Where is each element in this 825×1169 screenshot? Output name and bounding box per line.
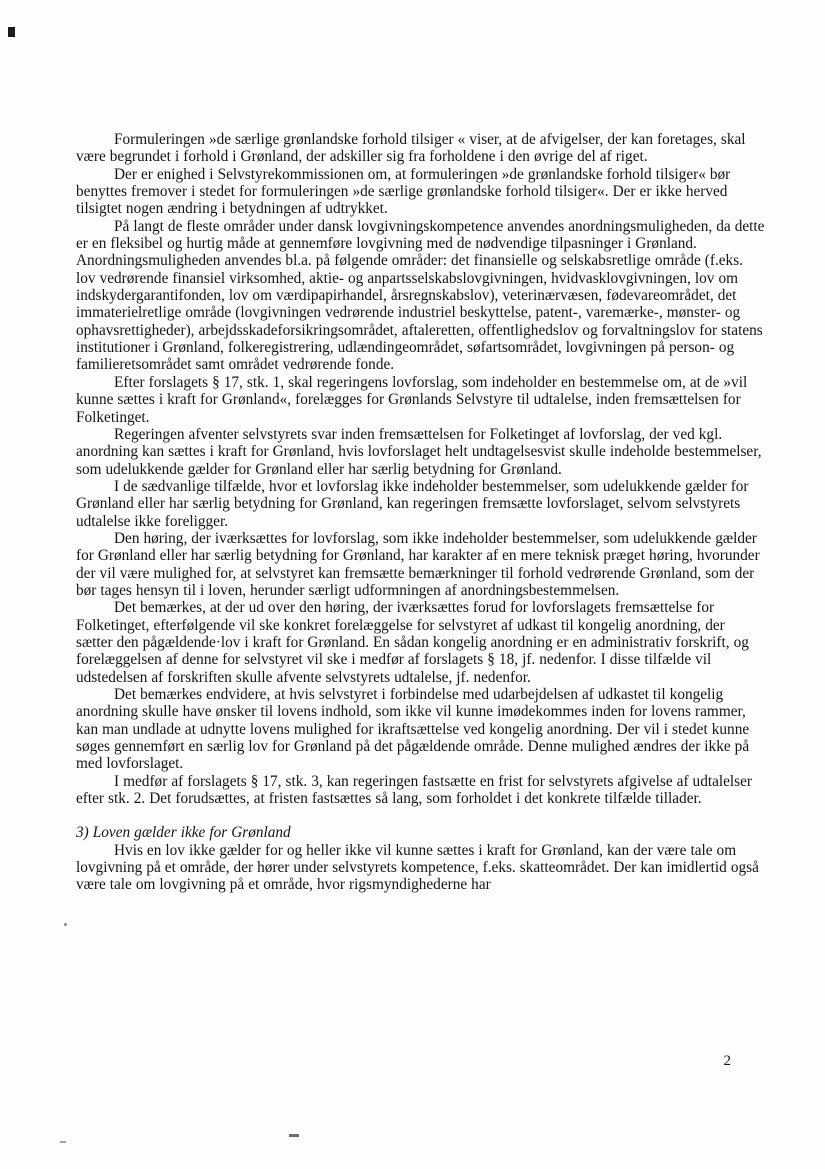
page-number: 2	[723, 1053, 731, 1069]
paragraph-hoering: Den høring, der iværksættes for lovforslag, som ikke indeholder bestemmelser, som udelukkende gælder for Grønland eller har særlig betydning for Grønland, har karakter af en mere teknisk præget høring, hvorunder der vil være mulighed for, at selvstyret kan fremsætte bemærkninger til forhold vedrørende Grønland, som der bør tages hensyn til i loven, herunder særligt udformningen af anordningsbestemmelsen.	[76, 529, 760, 599]
paragraph-hvis-en-lov: Hvis en lov ikke gælder for og heller ikke vil kunne sættes i kraft for Grønland, kan der være tale om lovgivning på et område, der hører under selvstyrets kompetence, f.eks. skatteområdet. Der kan imidlertid også være tale om lovgivning på et område, hvor rigsmyndighederne har	[76, 841, 759, 894]
paragraph-formulering: Formuleringen »de særlige grønlandske forhold tilsiger « viser, at de afvigelser, der kan foretages, skal være begrundet i forhold i Grønland, der adskiller sig fra forholdene i den øvrige del af riget.	[76, 131, 746, 166]
paragraph-anordningsmulighed: På langt de fleste områder under dansk lovgivningskompetence anvendes anordningsmuligheden, da dette er en fleksibel og hurtig måde at gennemføre lovgivning med de nødvendige tilpasninger i Grønland. Anordningsmuligheden anvendes bl.a. på følgende områder: det finansielle og selskabsretlige område (f.eks. lov vedrørende finansiel virksomhed, aktie- og anpartsselskabslovgivningen, hvidvasklovgivningen, lov om indskydergarantifonden, lov om værdipapirhandel, årsregnskabslov), veterinærvæsen, fødevareområdet, det immaterielretlige område (lovgivningen vedrørende industriel beskyttelse, patent-, varemærke-, mønster- og ophavsrettigheder), arbejdsskadeforsikringsområdet, aftaleretten, offentlighedslov og forvaltningslov for statens institutioner i Grønland, folkeregistrering, udlændingeområdet, søfartsområdet, lovgivningen på person- og familieretsområdet samt området vedrørende fonde.	[76, 217, 765, 374]
paragraph-regeringen-afventer: Regeringen afventer selvstyrets svar inden fremsættelsen for Folketinget af lovforslag, der ved kgl. anordning kan sættes i kraft for Grønland, hvis lovforslaget helt undtagelsesvist skulle indeholde bestemmelser, som udelukkende gælder for Grønland eller har særlig betydning for Grønland.	[76, 425, 762, 478]
scan-artifact	[60, 1141, 66, 1143]
paragraph-forslag-17-stk1: Efter forslagets § 17, stk. 1, skal regeringens lovforslag, som indeholder en bestemmelse om, at de »vil kunne sættes i kraft for Grønland«, forelægges for Grønlands Selvstyre til udtalelse, inden fremsættelsen for Folketinget.	[76, 373, 748, 426]
paragraph-saedvanlige-tilfaelde: I de sædvanlige tilfælde, hvor et lovforslag ikke indeholder bestemmelser, som udelukkende gælder for Grønland eller har særlig betydning for Grønland, kan regeringen fremsætte lovforslaget, selvom selvstyrets udtalelse ikke foreligger.	[76, 477, 749, 530]
paragraph-bemaerkes-forelaeggelse: Det bemærkes, at der ud over den høring, der iværksættes forud for lovforslagets fremsættelse for Folketinget, efterfølgende vil ske konkret forelæggelse for selvstyret af udkast til kongelig anordning, der sætter den pågældende·lov i kraft for Grønland. En sådan kongelig anordning er en administrativ forskrift, og forelæggelsen af denne for selvstyret vil ske i medfør af forslagets § 18, jf. nedenfor. I disse tilfælde vil udstedelsen af forskriften skulle afvente selvstyrets udtalelse, jf. nedenfor.	[76, 599, 749, 686]
scan-artifact	[8, 27, 15, 37]
scan-artifact	[289, 1134, 299, 1137]
section-heading-loven-gaelder-ikke: 3) Loven gælder ikke for Grønland	[76, 824, 291, 842]
paragraph-bemaerkes-endvidere: Det bemærkes endvidere, at hvis selvstyret i forbindelse med udarbejdelsen af udkastet til kongelig anordning skulle have ønsker til lovens indhold, som ikke vil kunne imødekommes inden for lovens rammer, kan man undlade at udnytte lovens mulighed for ikraftsættelse ved kongelig anordning. Der vil i stedet kunne søges gennemført en særlig lov for Grønland på det pågældende område. Denne mulighed ændres der ikke på med lovforslaget.	[76, 686, 750, 773]
document-body	[76, 131, 765, 894]
scan-artifact	[64, 923, 67, 926]
paragraph-forslag-17-stk3: I medfør af forslagets § 17, stk. 3, kan regeringen fastsætte en frist for selvstyrets afgivelse af udtalelser efter stk. 2. Det forudsættes, at fristen fastsættes så lang, som forholdet i det konkrete tilfælde tillader.	[76, 772, 753, 808]
paragraph-enighed: Der er enighed i Selvstyrekommissionen om, at formuleringen »de grønlandske forhold tilsiger« bør benyttes fremover i stedet for formuleringen »de særlige grønlandske forhold tilsiger«. Der er ikke herved tilsigtet nogen ændring i betydningen af udtrykket.	[76, 165, 731, 218]
